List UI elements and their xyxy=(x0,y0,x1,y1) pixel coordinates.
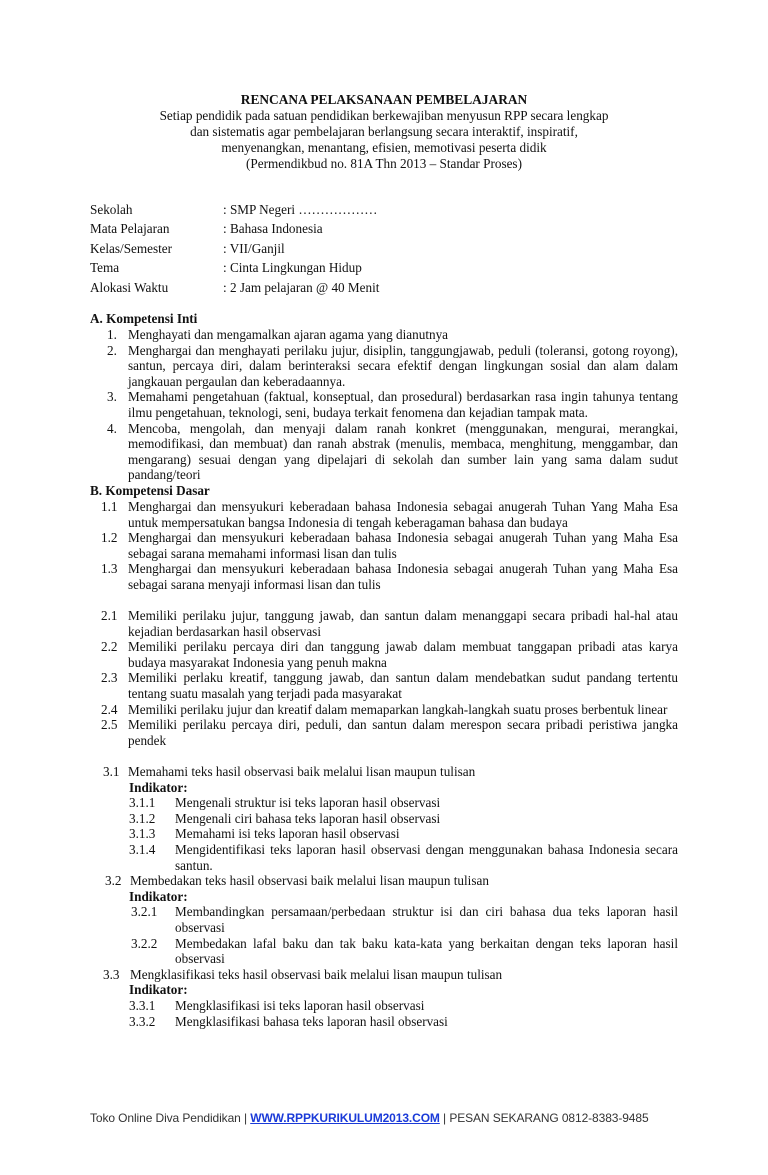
indicator-item xyxy=(90,936,678,967)
item-number: 3.2 xyxy=(105,873,122,889)
list-item xyxy=(90,873,678,889)
indicator-number: 3.2.2 xyxy=(131,935,158,951)
indicator-item xyxy=(90,811,678,827)
indicator-item xyxy=(90,842,678,873)
item-number: 2.5 xyxy=(101,717,118,733)
indikator-label: Indikator: xyxy=(129,779,188,795)
identity-label: Tema xyxy=(90,260,120,276)
item-text: Menghargai dan mensyukuri keberadaan bahasa Indonesia sebagai anugerah Tuhan Yang Maha Esa untuk mempersatukan bangsa Indonesia di tengah keberagaman bahasa dan budaya xyxy=(128,498,678,530)
identity-value: : Cinta Lingkungan Hidup xyxy=(223,260,362,276)
list-item xyxy=(90,499,678,530)
indicator-text: Mengidentifikasi teks laporan hasil observasi dengan menggunakan bahasa Indonesia secara santun. xyxy=(175,842,678,873)
footer-order-text: | PESAN SEKARANG 0812-8383-9485 xyxy=(439,1111,649,1125)
item-text: Menghargai dan menghayati perilaku jujur, disiplin, tanggungjawab, peduli (toleransi, gotong royong), santun, percaya diri, dalam berinteraksi secara efektif dengan lingkungan sosial dan alam dalam jangkauan pergaulan dan keberadaannya. xyxy=(128,342,678,389)
item-text: Mengklasifikasi teks hasil observasi baik melalui lisan maupun tulisan xyxy=(130,966,503,982)
indicator-number: 3.1.1 xyxy=(129,795,156,811)
spacer xyxy=(90,593,678,609)
item-text: Menghargai dan mensyukuri keberadaan bahasa Indonesia sebagai anugerah Tuhan yang Maha Esa sebagai sarana memahami informasi lisan dan tulis xyxy=(128,530,678,561)
document-header xyxy=(90,92,678,172)
page-footer xyxy=(90,1111,690,1127)
list-item xyxy=(90,608,678,639)
list-item xyxy=(90,327,678,343)
list-item xyxy=(90,702,678,718)
list-item xyxy=(90,717,678,748)
item-number: 2. xyxy=(107,342,117,358)
item-number: 1.1 xyxy=(101,498,118,514)
item-text: Memiliki perlaku kreatif, tanggung jawab, dan santun dalam mendebatkan sudut pandang tertentu tentang suatu masalah yang terjadi pada masyarakat xyxy=(128,670,678,702)
list-item xyxy=(90,764,678,780)
footer-website-link[interactable]: WWW.RPPKURIKULUM2013.COM xyxy=(250,1111,440,1125)
indicator-text: Mengenali struktur isi teks laporan hasil observasi xyxy=(175,795,441,811)
item-number: 3.1 xyxy=(103,764,120,780)
identity-label: Sekolah xyxy=(90,201,133,217)
item-text: Menghargai dan mensyukuri keberadaan bahasa Indonesia sebagai anugerah Tuhan yang Maha Esa sebagai sarana menyaji informasi lisan dan tulis xyxy=(128,561,678,592)
item-text: Menghayati dan mengamalkan ajaran agama yang dianutnya xyxy=(128,327,449,342)
section-b-heading: B. Kompetensi Dasar xyxy=(90,482,210,498)
list-item xyxy=(90,670,678,701)
item-number: 2.1 xyxy=(101,608,118,624)
item-number: 1.3 xyxy=(101,561,118,577)
header-line: dan sistematis agar pembelajaran berlangsung secara interaktif, inspiratif, xyxy=(190,124,578,139)
indicator-number: 3.2.1 xyxy=(131,904,158,920)
list-item xyxy=(90,967,678,983)
item-text: Memiliki perilaku percaya diri, peduli, dan santun dalam merespon secara pribadi peristiwa jangka pendek xyxy=(128,717,678,748)
identity-row xyxy=(90,259,678,279)
item-text: Memahami teks hasil observasi baik melalui lisan maupun tulisan xyxy=(128,764,476,780)
item-text: Memiliki perilaku jujur dan kreatif dalam memaparkan langkah-langkah suatu proses berbentuk linear xyxy=(128,701,668,717)
footer-store-text: Toko Online Diva Pendidikan | xyxy=(90,1111,251,1125)
indicator-text: Mengklasifikasi bahasa teks laporan hasil observasi xyxy=(175,1013,448,1029)
identity-label: Mata Pelajaran xyxy=(90,221,170,237)
identity-value: : SMP Negeri ……………… xyxy=(223,201,378,217)
section-a-heading: A. Kompetensi Inti xyxy=(90,311,198,326)
spacer xyxy=(90,748,678,764)
item-number: 1.2 xyxy=(101,530,118,546)
identity-row xyxy=(90,220,678,240)
header-line: Setiap pendidik pada satuan pendidikan berkewajiban menyusun RPP secara lengkap xyxy=(159,108,609,123)
indicator-number: 3.3.1 xyxy=(129,997,156,1013)
identity-row xyxy=(90,239,678,259)
list-item xyxy=(90,343,678,390)
indikator-label: Indikator: xyxy=(129,888,188,904)
indicator-item xyxy=(90,998,678,1014)
indicator-item xyxy=(90,826,678,842)
indicator-item xyxy=(90,904,678,935)
identity-table xyxy=(90,200,678,298)
list-item xyxy=(90,389,678,420)
indicator-item xyxy=(90,795,678,811)
indicator-text: Mengenali ciri bahasa teks laporan hasil observasi xyxy=(175,810,441,826)
item-number: 3.3 xyxy=(103,966,120,982)
indicator-text: Membandingkan persamaan/perbedaan struktur isi dan ciri bahasa dua teks laporan hasil observasi xyxy=(175,904,678,935)
identity-row xyxy=(90,200,678,220)
indicator-text: Mengklasifikasi isi teks laporan hasil observasi xyxy=(175,997,425,1013)
header-line: (Permendikbud no. 81A Thn 2013 – Standar Proses) xyxy=(246,156,522,171)
list-item xyxy=(90,561,678,592)
identity-value: : Bahasa Indonesia xyxy=(223,221,323,237)
list-item xyxy=(90,530,678,561)
item-text: Membedakan teks hasil observasi baik melalui lisan maupun tulisan xyxy=(130,873,489,889)
indicator-text: Memahami isi teks laporan hasil observasi xyxy=(175,826,400,842)
indicator-item xyxy=(90,1014,678,1030)
header-line: menyenangkan, menantang, efisien, memotivasi peserta didik xyxy=(221,140,547,155)
identity-label: Alokasi Waktu xyxy=(90,279,169,295)
item-text: Memiliki perilaku jujur, tanggung jawab, dan santun dalam menanggapi secara pribadi hal-hal atau kejadian berdasarkan hasil observasi xyxy=(128,608,678,639)
item-number: 2.4 xyxy=(101,701,118,717)
item-text: Mencoba, mengolah, dan menyaji dalam ranah konkret (menggunakan, mengurai, merangkai, memodifikasi, dan membuat) dan ranah abstrak (menulis, membaca, menghitung, menggambar, dan mengarang) sesuai dengan yang dipelajari di sekolah dan sumber lain yang sama dalam sudut pandang/teori xyxy=(128,420,678,483)
identity-value: : VII/Ganjil xyxy=(223,240,285,256)
indicator-number: 3.1.4 xyxy=(129,842,156,857)
indicator-number: 3.3.2 xyxy=(129,1013,156,1029)
identity-row xyxy=(90,278,678,298)
item-text: Memiliki perilaku percaya diri dan tanggung jawab dalam membuat tanggapan pribadi atas karya budaya masyarakat Indonesia yang penuh makna xyxy=(128,639,678,670)
identity-value: : 2 Jam pelajaran @ 40 Menit xyxy=(223,279,380,295)
item-number: 2.3 xyxy=(101,670,118,686)
item-text: Memahami pengetahuan (faktual, konseptual, dan prosedural) berdasarkan rasa ingin tahunya tentang ilmu pengetahuan, teknologi, seni, budaya terkait fenomena dan kejadian tampak mata. xyxy=(128,389,678,420)
item-number: 2.2 xyxy=(101,639,118,655)
list-item xyxy=(90,639,678,670)
list-item xyxy=(90,421,678,483)
document-content xyxy=(90,311,678,1029)
indikator-label: Indikator: xyxy=(129,982,188,998)
indicator-text: Membedakan lafal baku dan tak baku kata-kata yang berkaitan dengan teks laporan hasil observasi xyxy=(175,935,678,967)
item-number: 3. xyxy=(107,389,117,405)
indicator-number: 3.1.3 xyxy=(129,826,156,842)
indicator-number: 3.1.2 xyxy=(129,810,156,826)
item-number: 4. xyxy=(107,420,117,436)
document-title: RENCANA PELAKSANAAN PEMBELAJARAN xyxy=(240,92,528,107)
identity-label: Kelas/Semester xyxy=(90,240,173,256)
item-number: 1. xyxy=(107,327,117,342)
